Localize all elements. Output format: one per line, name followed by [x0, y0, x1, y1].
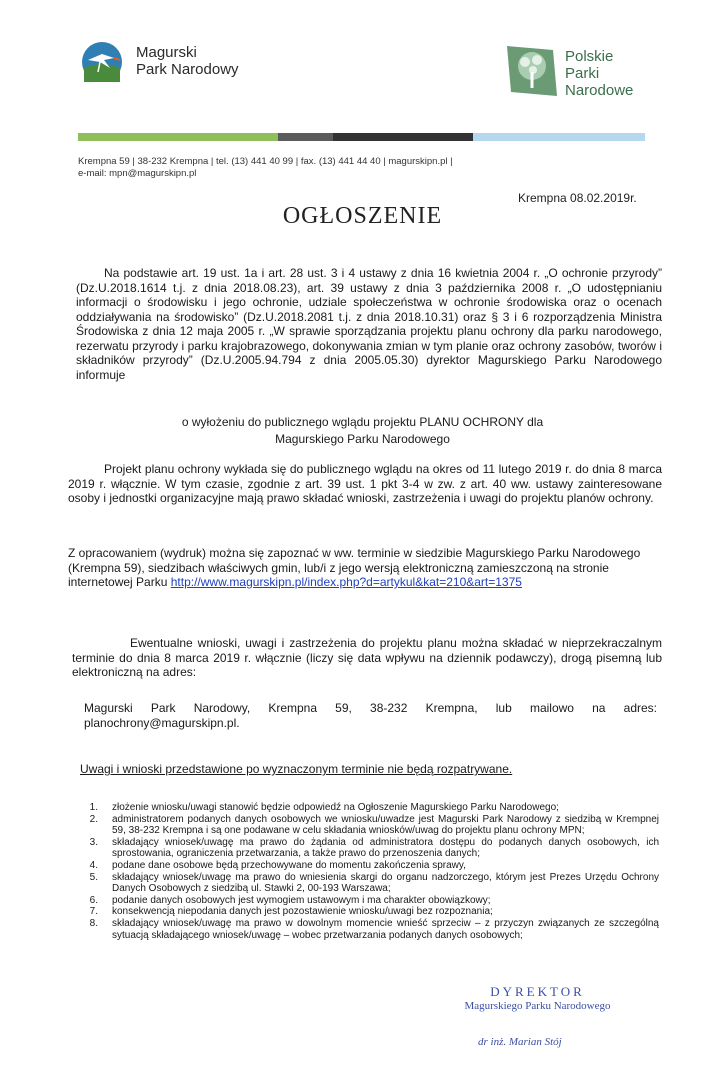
list-item-number: 1.: [89, 802, 98, 813]
data-protection-list: [84, 802, 659, 941]
stork-emblem-icon: [80, 38, 130, 86]
left-logo-name-line-1: Magurski: [136, 44, 197, 61]
list-item-text: składający wniosek/uwagę ma prawo do wniesienia skargi do organu nadzorczego, którym jest Prezes Urzędu Ochrony Danych Osobowych z siedzibą ul. Stawki 2, 00-193 Warszawa;: [112, 871, 659, 895]
header-stripe-green: [78, 133, 278, 141]
list-item: [84, 814, 659, 837]
list-item: [84, 837, 659, 860]
subject-line-1: o wyłożeniu do publicznego wglądu projektu PLANU OCHRONY dla: [181, 415, 544, 429]
paragraph-submission: Ewentualne wnioski, uwagi i zastrzeżenia do projektu planu można składać w nieprzekraczalnym terminie do dnia 8 marca 2019 r. włącznie (liczy się data wpływu na dziennik podawczy), drogą pisemną lub elektroniczną na adres:: [72, 636, 662, 679]
paragraph-legal-basis: Na podstawie art. 19 ust. 1a i art. 28 ust. 3 i 4 ustawy z dnia 16 kwietnia 2004 r. „O ochronie przyrody” (Dz.U.2018.1614 t.j. z dnia 2018.08.23), art. 39 ustawy z dnia 3 października 2008 r. „O udostępnianiu informacji o środowisku i jego ochronie, udziale społeczeństwa w ochronie środowiska oraz o ocenach oddziaływania na środowisko” (Dz.U.2018.2081 t.j. z dnia 2018.10.31) oraz § 3 i 6 rozporządzenia Ministra Środowiska z dnia 12 maja 2005 r. „W sprawie sporządzania projektu planu ochrony dla parku narodowego, rezerwatu przyrody i parku krajobrazowego, dokonywania zmian w tym planie oraz ochrony zasobów, tworów i składników przyrody” (Dz.U.2005.94.794 z dnia 2005.05.30) dyrektor Magurskiego Parku Narodowego informuje: [76, 266, 662, 382]
list-item-text: podane dane osobowe będą przechowywane do momentu zakończenia sprawy,: [112, 859, 466, 871]
subject-line-2: Magurskiego Parku Narodowego: [275, 432, 450, 446]
right-logo-name-line-3: Narodowe: [565, 82, 634, 99]
document-date: Krempna 08.02.2019r.: [518, 191, 637, 205]
list-item: [84, 906, 659, 918]
tree-emblem-icon: [503, 42, 561, 100]
list-item-text: złożenie wniosku/uwagi stanowić będzie odpowiedź na Ogłoszenie Magurskiego Parku Narodowego;: [112, 802, 559, 813]
list-item-number: 7.: [89, 906, 98, 918]
paragraph-where-to-view: [68, 546, 662, 590]
late-submission-notice: Uwagi i wnioski przedstawione po wyznaczonym terminie nie będą rozpatrywane.: [80, 762, 513, 776]
contact-info: [78, 156, 638, 180]
list-item-number: 5.: [89, 871, 98, 883]
list-item-number: 8.: [89, 917, 98, 929]
stamp-line-2: Magurskiego Parku Narodowego: [464, 1000, 611, 1012]
list-item: [84, 872, 659, 895]
header-stripe-blue: [473, 133, 645, 141]
list-item-text: składający wniosek/uwagę ma prawo w dowolnym momencie wnieść sprzeciw – z przyczyn związanych ze szczególną sytuacją składającego wniosek/uwagę – wobec przetwarzania podanych danych osobowych;: [112, 917, 659, 941]
list-item-text: składający wniosek/uwagę ma prawo do żądania od administratora dostępu do podanych danych osobowych, ich sprostowania, ograniczenia przetwarzania, a także prawo do przenoszenia danych;: [112, 836, 659, 860]
plan-link[interactable]: http://www.magurskipn.pl/index.php?d=artykul&kat=210&art=1375: [170, 575, 522, 589]
list-item-text: podanie danych osobowych jest wymogiem ustawowym i ma charakter obowiązkowy;: [112, 894, 491, 906]
polskie-parki-narodowe-logo: [503, 42, 673, 104]
right-logo-name-line-2: Parki: [565, 65, 600, 82]
magurski-park-logo: [80, 38, 250, 86]
list-item: [84, 860, 659, 872]
list-item-number: 3.: [89, 836, 98, 848]
list-item: [84, 895, 659, 907]
paragraph-inspection-period: Projekt planu ochrony wykłada się do publicznego wglądu na okres od 11 lutego 2019 r. do dnia 8 marca 2019 r. włącznie. W tym czasie, zgodnie z art. 39 ust. 1 pkt 3-4 w zw. z art. 40 ww. ustawy zainteresowane osoby i jednostki organizacyjne mają prawo składać wnioski, zastrzeżenia i uwagi do projektu planów ochrony.: [68, 462, 662, 505]
list-item-number: 6.: [89, 894, 98, 906]
header-stripe-dark: [333, 133, 473, 141]
list-item-number: 4.: [89, 859, 98, 871]
left-logo-name-line-2: Park Narodowy: [136, 61, 239, 78]
director-stamp: [450, 984, 625, 1012]
right-logo-name-line-1: Polskie: [565, 48, 614, 65]
contact-line-1: Krempna 59 | 38-232 Krempna | tel. (13) 441 40 99 | fax. (13) 441 44 40 | magurskipn.pl |: [78, 156, 453, 167]
paragraph-address: Magurski Park Narodowy, Krempna 59, 38-232 Krempna, lub mailowo na adres: planochrony@magurskipn.pl.: [84, 701, 657, 730]
list-item-text: administratorem podanych danych osobowych we wniosku/uwadze jest Magurski Park Narodowy z siedzibą w Krempnej 59, 38-232 Krempna i są one podawane w celu składania wniosków/uwag do projektu planu ochrony MPN;: [112, 813, 659, 837]
contact-line-2: e-mail: mpn@magurskipn.pl: [78, 168, 197, 179]
list-item: [84, 802, 659, 814]
director-signature: dr inż. Marian Stój: [478, 1036, 562, 1048]
document-title: OGŁOSZENIE: [282, 203, 443, 229]
list-item-text: konsekwencją niepodania danych jest pozostawienie wniosku/uwagi bez rozpoznania;: [112, 906, 493, 918]
header-stripe-gray: [278, 133, 333, 141]
stamp-line-1: DYREKTOR: [490, 984, 585, 999]
list-item: [84, 918, 659, 941]
paragraph-where-to-view-text: Z opracowaniem (wydruk) można się zapoznać w ww. terminie w siedzibie Magurskiego Parku Narodowego (Krempna 59), siedzibach właściwych gmin, lub/i z jego wersją elektroniczną zamieszczoną na stronie internetowej Parku: [68, 546, 641, 589]
list-item-number: 2.: [89, 813, 98, 825]
